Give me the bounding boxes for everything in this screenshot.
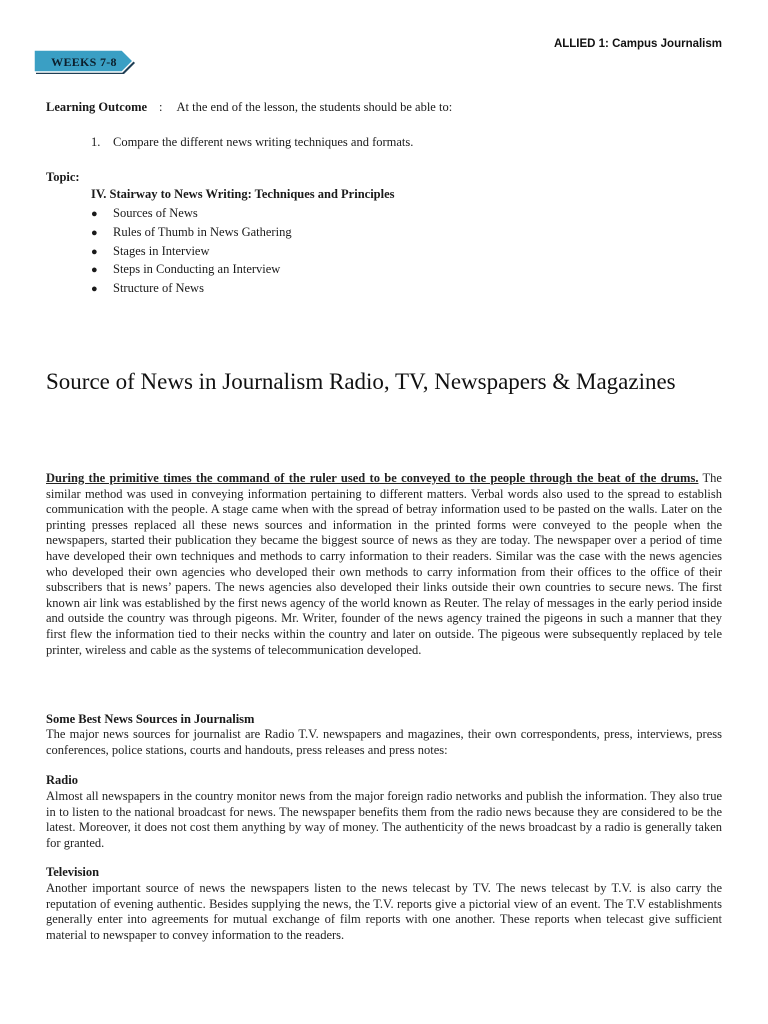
intro-paragraph: [46, 471, 722, 658]
list-item: [91, 279, 292, 298]
list-item: [91, 223, 292, 242]
bullet-icon: ●: [91, 226, 98, 239]
learning-outcome-row: [46, 100, 452, 115]
list-item: [91, 242, 292, 261]
radio-heading: Radio: [46, 773, 78, 787]
list-item-text: Steps in Conducting an Interview: [113, 262, 281, 277]
list-item-text: Rules of Thumb in News Gathering: [113, 224, 292, 239]
topic-list: [91, 204, 292, 298]
weeks-tag: [34, 49, 138, 76]
learning-outcome-label: Learning Outcome: [46, 100, 148, 114]
bullet-icon: ●: [91, 264, 98, 277]
intro-body: The similar method was used in conveying information pertaining to different matters. Verbal words also used to the spread to establish communication with the people. A stage came when with the spread of betray information used to be pasted on the walls. Later on the printing presses replaced all these news sources and information in the printed forms were conveyed to the people when the newspapers, started their publication they became the biggest source of news as they are today. The newspaper over a period of time have developed their own techniques and methods to carry information to their readers. Similar was the case with the news agencies who developed their own agencies who developed their own methods to carry information from their offices to the office of their subscribers that is news’ papers. The news agencies also developed their links outside their own countries to secure news. The first known air link was established by the first news agency of the world known as Reuter. The relay of messages in the early period inside and outside the country was through pigeons. Mr. Writer, founder of the news agency trained the pigeons in such a manner that they first flew the information tied to their necks within the country and later on outside. The pigeous were subsequently replaced by tele printer, wireless and cable as the systems of telecommunication developed.: [46, 471, 722, 657]
list-item-text: Stages in Interview: [113, 243, 210, 258]
intro-lead: During the primitive times the command of the ruler used to be conveyed to the people through the beat of the drums.: [46, 471, 699, 485]
list-item: [91, 260, 292, 279]
item-text: Compare the different news writing techniques and formats.: [113, 135, 414, 149]
article-title: Source of News in Journalism Radio, TV, Newspapers & Magazines: [46, 369, 676, 394]
topic-title: IV. Stairway to News Writing: Techniques and Principles: [91, 187, 395, 201]
course-header: ALLIED 1: Campus Journalism: [553, 38, 722, 50]
learning-outcome-item: [91, 135, 413, 150]
item-number: 1.: [91, 135, 101, 149]
list-item-text: Sources of News: [113, 206, 198, 220]
list-item-text: Structure of News: [113, 281, 204, 295]
weeks-label: WEEKS 7-8: [51, 55, 117, 69]
list-item: [91, 204, 292, 223]
best-sources-heading: Some Best News Sources in Journalism: [46, 712, 255, 726]
bullet-icon: ●: [91, 245, 98, 258]
television-paragraph: Another important source of news the newspapers listen to the news telecast by TV. The news telecast by T.V. is also carry the reputation of evening authentic. Besides supplying the news, the T.V. reports give a pictorial view of an event. The T.V establishments generally enter into agreements for mutual exchange of film reports with one another. These reports when telecast give sufficient material to newspaper to convey information to the readers.: [46, 881, 722, 942]
radio-paragraph: Almost all newspapers in the country monitor news from the major foreign radio networks and publish the information. They also true in to listen to the national broadcast for news. The newspaper benefits them from the radio news because they are considered to be the latest. Moreover, it does not cost them anything by way of money. The authenticity of the news broadcast by a radio is generally taken for granted.: [46, 789, 722, 850]
television-heading: Television: [46, 865, 100, 879]
topic-label: Topic:: [46, 170, 80, 184]
learning-outcome-text: At the end of the lesson, the students should be able to:: [176, 100, 453, 114]
learning-outcome-colon: :: [159, 100, 163, 114]
best-sources-paragraph: The major news sources for journalist are Radio T.V. newspapers and magazines, their own correspondents, press, interviews, press conferences, police stations, courts and handouts, press releases and press notes:: [46, 727, 722, 757]
bullet-icon: ●: [91, 283, 98, 295]
bullet-icon: ●: [91, 208, 98, 220]
